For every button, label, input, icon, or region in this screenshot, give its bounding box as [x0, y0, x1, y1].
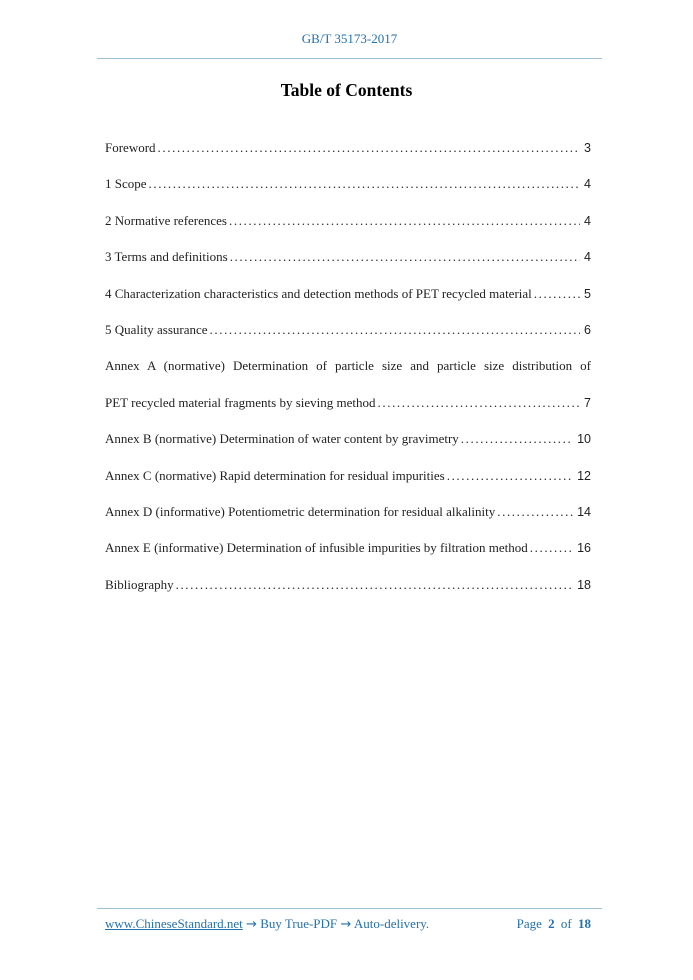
arrow-icon: → — [340, 917, 352, 932]
page-total: 18 — [578, 916, 591, 931]
toc-entry-label: 1 Scope — [105, 176, 147, 192]
toc-entry-page: 4 — [584, 250, 591, 265]
toc-entry-normative-references — [105, 212, 591, 230]
page-word: Page — [516, 916, 542, 931]
toc-entry-label: Annex D (informative) Potentiometric determination for residual alkalinity — [105, 503, 496, 519]
toc-dot-leader — [530, 539, 573, 557]
toc-entry-page: 12 — [577, 468, 591, 483]
toc-dot-leader — [447, 467, 573, 485]
toc-dot-leader — [229, 212, 580, 230]
footer-delivery-text: Auto-delivery. — [353, 916, 430, 931]
of-word: of — [560, 916, 572, 931]
toc-entry-page: 18 — [577, 577, 591, 592]
toc-entry-label: Foreword — [105, 140, 156, 155]
toc-entry-page: 4 — [584, 177, 591, 192]
toc-dot-leader — [158, 139, 581, 157]
toc-entry-annex-b — [105, 430, 591, 448]
toc-entry-label: Annex B (normative) Determination of water content by gravimetry — [105, 431, 459, 447]
toc-entry-terms-definitions — [105, 248, 591, 266]
toc-entry-annex-c — [105, 467, 591, 485]
page-title: Table of Contents — [280, 80, 413, 100]
toc-entry-page: 7 — [584, 395, 591, 410]
toc-entry-label: 4 Characterization characteristics and detection methods of PET recycled material — [105, 285, 532, 301]
footer-divider — [97, 908, 602, 909]
toc-entry-label: Bibliography — [105, 576, 174, 592]
toc-dot-leader — [149, 175, 581, 193]
toc-dot-leader — [461, 430, 573, 448]
toc-entry-page: 4 — [584, 213, 591, 228]
toc-entry-page: 5 — [584, 286, 591, 301]
toc-entry-label: 3 Terms and definitions — [105, 249, 228, 265]
toc-entry-bibliography — [105, 576, 591, 594]
page-footer — [105, 916, 591, 932]
toc-entry-page: 10 — [577, 432, 591, 447]
toc-entry-label: Annex C (normative) Rapid determination for residual impurities — [105, 467, 445, 483]
page-current: 2 — [548, 916, 555, 931]
toc-entry-characterization — [105, 285, 591, 303]
toc-entry-page: 16 — [577, 541, 591, 556]
toc-entry-annex-e — [105, 539, 591, 557]
toc-dot-leader — [176, 576, 573, 594]
toc-dot-leader — [497, 503, 573, 521]
toc-dot-leader — [230, 248, 580, 266]
toc-entry-page: 14 — [577, 504, 591, 519]
document-header-code: GB/T 35173-2017 — [301, 31, 398, 46]
header-divider — [97, 58, 602, 59]
toc-entry-label: Annex E (informative) Determination of infusible impurities by filtration method — [105, 540, 528, 556]
toc-dot-leader — [378, 394, 581, 412]
toc-entry-page: 6 — [584, 322, 591, 337]
toc-entry-line2 — [105, 394, 591, 412]
website-link[interactable]: www.ChineseStandard.net — [105, 916, 243, 931]
arrow-icon: → — [246, 917, 257, 932]
toc-entry-page: 3 — [584, 141, 591, 155]
toc-entry-annex-d — [105, 503, 591, 521]
toc-dot-leader — [534, 285, 580, 303]
toc-entry-label-line1: Annex A (normative) Determination of particle size and particle size distribution of — [105, 358, 591, 374]
toc-entry-quality-assurance — [105, 321, 591, 339]
page-indicator — [517, 916, 591, 932]
toc-entry-scope — [105, 175, 591, 193]
footer-buy-text: Buy True-PDF — [260, 916, 338, 931]
toc-entry-foreword — [105, 139, 591, 157]
footer-promo — [105, 916, 429, 932]
toc-entry-label-line2: PET recycled material fragments by sieving method — [105, 394, 376, 410]
toc-dot-leader — [210, 321, 581, 339]
toc-entry-label: 5 Quality assurance — [105, 321, 208, 337]
toc-entry-label: 2 Normative references — [105, 212, 227, 228]
table-of-contents — [105, 139, 591, 612]
toc-entry-annex-a — [105, 357, 591, 411]
